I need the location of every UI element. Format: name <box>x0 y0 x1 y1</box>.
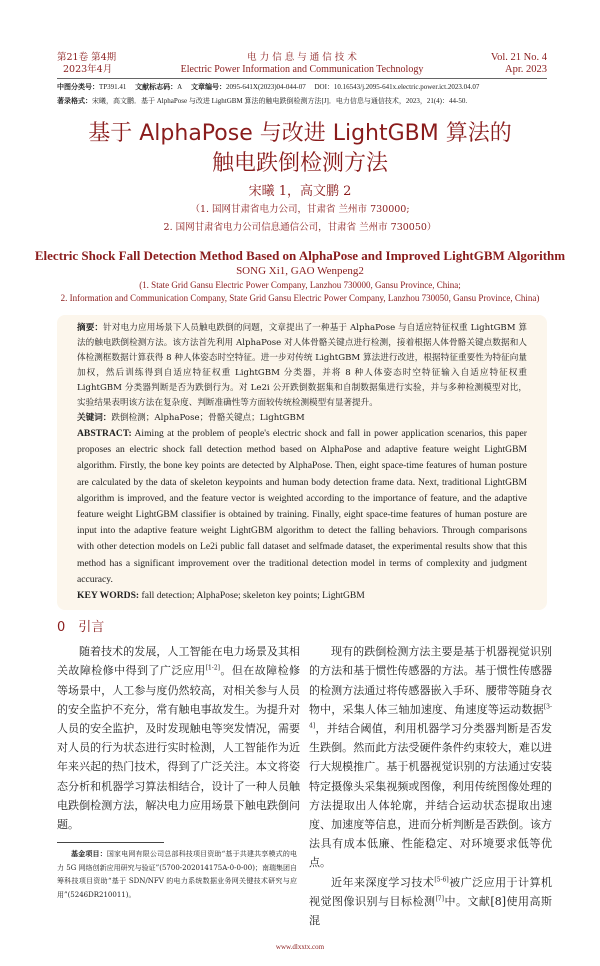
keywords-cn-text: 跌倒检测；AlphaPose；骨骼关键点；LightGBM <box>111 413 305 423</box>
abstract-en-text: Aiming at the problem of people's electric shock and fall in power application scenarios, this paper proposes an electric shock fall detection method based on AlphaPose and adaptive feature weight LightGBM algorithm. Firstly, the bone key points are detected by AlphaPose. Then, eight space-time features of human posture are calculated by the data of skeleton keypoints and human body detection frame data. Next, traditional LightGBM algorithm is improved, and the feature vector is weighted according to the importance of feature, and the adaptive feature weight LightGBM classifier is obtained by training. Finally, eight space-time features of human posture are input into the adaptive feature weight LightGBM algorithm to detect the falling behaviors. Through comparisons with other detection models on Le2i public fall dataset and selfmade dataset, the experimental results show that this method has a significant improvement over the traditional detection model in terms of complexity and judgment accuracy. <box>77 428 528 585</box>
clc-label: 中图分类号： <box>57 83 99 91</box>
paper-title <box>0 119 600 179</box>
cite-label: 著录格式： <box>57 97 92 105</box>
english-affiliation-1: (1. State Grid Gansu Electric Power Company, Lanzhou 730000, Gansu Province, China; <box>139 280 461 290</box>
volume-en: Vol. 21 No. 4 <box>490 52 547 63</box>
keywords-en-label: KEY WORDS: <box>77 590 140 602</box>
text: 随着技术的发展，人工智能在电力场景及其相关故障检修中得到了广泛应用 <box>57 645 300 678</box>
clc: TP391.41 <box>99 83 127 91</box>
abstract-cn-text: 针对电力应用场景下人员触电跌倒的问题，文章提出了一种基于 AlphaPose 与自适应特征权重 LightGBM 算法的触电跌倒检测方法。该方法首先利用 AlphaPose 对人体骨骼关键点进行检测，接着根据人体骨骼关键点数据和人体检测框数据计算获得 8 种人体姿态时空特征。进一步对传统 LightGBM 算法进行改进，根据特征重要性为特征向量加权，然后训练得到自适应特征权重 LightGBM 分类器，并将 8 种人体姿态时空特征输入自适应特征权重 LightGBM 分类器判断是否为跌倒行为。对 Le2i 公开跌倒数据集和自制数据集进行实验，并与多种检测模型对比，实验结果表明该方法在复杂度、判断准确性等方面较传统检测模型有显著提升。 <box>77 323 527 408</box>
keywords-en <box>77 588 527 604</box>
abstract-en <box>77 426 527 588</box>
text: ，并结合阈值，利用机器学习分类器判断是否发生跌倒。然而此方法受硬件条件约束较大，难以进行大规模推广。基于机器视觉识别的方法通过安装特定摄像头采集视频或图像，利用传统图像处理的方法提取出人体轮廓，并结合运动状态提取出速度、加速度等信息，进而分析判断是否跌倒。该方法具有成本低廉、性能稳定、对环境要求低等优点。 <box>309 722 552 870</box>
citation-format <box>57 96 547 107</box>
footnote-divider <box>57 842 164 843</box>
english-title: Electric Shock Fall Detection Method Based on AlphaPose and Improved LightGBM Algorithm <box>34 248 566 263</box>
keywords-cn-label: 关键词： <box>77 413 112 423</box>
article-number: 2095-641X(2023)04-044-07 <box>225 83 306 91</box>
cite-text: 宋曦，高文鹏．基于 AlphaPose 与改进 LightGBM 算法的触电跌倒检测方法[J]．电力信息与通信技术，2023，21(4)：44-50. <box>92 97 468 105</box>
text: 被广泛应用于计算机视觉图像识别与目标检测 <box>309 875 552 908</box>
left-column <box>57 618 300 930</box>
funding-note <box>57 848 297 902</box>
footer-url[interactable]: www.dlxxtx.com <box>275 943 325 952</box>
doc-label: 文献标志码： <box>135 83 178 91</box>
section-heading: 0 引言 <box>57 620 105 636</box>
affiliation-1: （1. 国网甘肃省电力公司，甘肃省 兰州市 730000; <box>190 204 410 215</box>
journal-name-cn: 电 力 信 息 与 通 信 技 术 <box>247 52 357 63</box>
article-meta <box>57 82 547 93</box>
right-column <box>309 618 552 930</box>
paragraph <box>309 642 552 872</box>
journal-name-en: Electric Power Information and Communication Technology <box>180 64 424 75</box>
doc-code: A <box>177 83 183 91</box>
authors: 宋曦 1，高文鹏 2 <box>248 184 352 199</box>
keywords-cn <box>77 411 527 426</box>
text: 。但在故障检修等场景中，人工参与度仍然较高，对相关参与人员的安全监护不充分，常有触电事故发生。为提升对人员的安全监护，及时发现触电等突发情况，需要对人员的行为状态进行实时检测，人工智能作为近年来兴起的热门技术，得到了广泛关注。本文将姿态分析和机器学习算法相结合，设计了一种人员触电跌倒检测方法，解决电力应用场景下触电跌倒问题。 <box>57 664 301 832</box>
art-label: 文章编号： <box>190 83 226 91</box>
body-columns <box>57 618 552 930</box>
english-authors: SONG Xi1, GAO Wenpeng2 <box>236 265 364 277</box>
text: 现有的跌倒检测方法主要是基于机器视觉识别的方法和基于惯性传感器的方法。基于惯性传感器的检测方法通过将传感器嵌入手环、腰带等随身衣物中，采集人体三轴加速度、角速度等运动数据 <box>309 645 552 716</box>
abstract-box <box>57 315 547 610</box>
running-header <box>57 52 547 79</box>
paragraph <box>309 873 552 931</box>
english-affiliation-2: 2. Information and Communication Company, State Grid Gansu Electric Power Company, Lanzhou 730050, Gansu Province, China) <box>60 293 540 303</box>
abstract-en-label: ABSTRACT: <box>77 428 132 439</box>
title-line-2: 触电跌倒检测方法 <box>211 151 388 176</box>
citation-ref[interactable]: [1-2] <box>205 664 220 672</box>
affiliation-2: 2. 国网甘肃省电力公司信息通信公司，甘肃省 兰州市 730050） <box>163 222 437 233</box>
text: 近年来深度学习技术 <box>331 875 435 889</box>
date-cn: 2023年4月 <box>63 64 113 75</box>
citation-ref[interactable]: [3-4] <box>309 703 552 730</box>
abstract-cn-label: 摘要： <box>77 323 104 333</box>
doi[interactable]: 10.16543/j.2095-641x.electric.power.ict.2023.04.07 <box>333 83 480 91</box>
citation-ref[interactable]: [7] <box>435 895 444 903</box>
funding-text: 国家电网有限公司总部科技项目资助“基于共建共享模式的电力 5G 网络创新应用研究与验证”(5700-202014175A-0-0-00)；南瑞集团自筹科技项目资助“基于 SDN/NFV 的电力系统数据业务网关键技术研究与应用”(5246DR210011)。 <box>57 850 298 899</box>
abstract-cn <box>77 321 527 411</box>
date-en: Apr. 2023 <box>505 64 547 75</box>
text: 中。文献[8]使用高斯混 <box>309 894 552 928</box>
keywords-en-text: fall detection; AlphaPose; skeleton key points; LightGBM <box>141 590 365 602</box>
volume-cn: 第21卷 第4期 <box>57 52 117 63</box>
title-line-1: 基于 AlphaPose 与改进 LightGBM 算法的 <box>88 121 512 146</box>
paragraph <box>57 642 300 834</box>
doi-label: DOI： <box>314 83 334 91</box>
citation-ref[interactable]: [5-6] <box>434 876 449 884</box>
funding-label: 基金项目： <box>71 850 107 859</box>
